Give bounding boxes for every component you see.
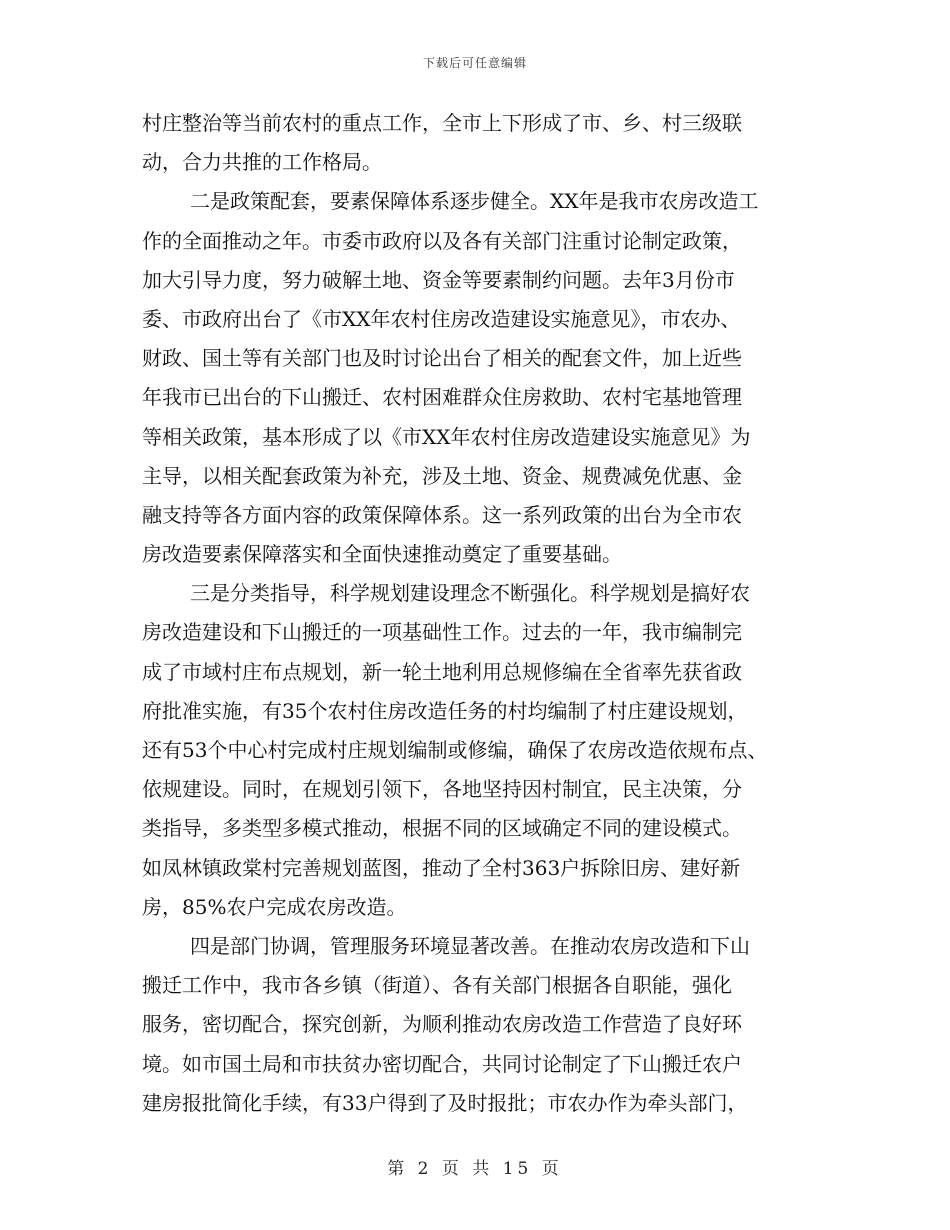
text-line: 如凤林镇政棠村完善规划蓝图，推动了全村363户拆除旧房、建好新 — [142, 855, 741, 880]
text-line: 主导，以相关配套政策为补充，涉及土地、资金、规费减免优惠、金 — [142, 463, 742, 488]
text-line: 房改造建设和下山搬迁的一项基础性工作。过去的一年，我市编制完 — [142, 620, 742, 645]
text-line: 搬迁工作中，我市各乡镇（街道）、各有关部门根据各自职能，强化 — [142, 973, 732, 998]
document-body — [142, 104, 810, 1123]
text-line: 建房报批简化手续，有33户得到了及时报批；市农办作为牵头部门， — [142, 1090, 748, 1115]
text-line: 类指导，多类型多模式推动，根据不同的区域确定不同的建设模式。 — [142, 816, 742, 841]
text-line: 服务，密切配合，探究创新，为顺利推动农房改造工作营造了良好环 — [142, 1012, 742, 1037]
text-line: 依规建设。同时，在规划引领下，各地坚持因村制宜，民主决策，分 — [142, 777, 742, 802]
paragraph-first-line: 四是部门协调，管理服务环境显著改善。在推动农房改造和下山 — [190, 933, 750, 958]
text-line: 境。如市国土局和市扶贫办密切配合，共同讨论制定了下山搬迁农户 — [142, 1051, 742, 1076]
page-number-footer: 第 2 页 共 15 页 — [387, 1159, 563, 1179]
text-line: 作的全面推动之年。市委市政府以及各有关部门注重讨论制定政策， — [142, 228, 742, 253]
text-line: 委、市政府出台了《市XX年农村住房改造建设实施意见》，市农办、 — [142, 306, 741, 331]
text-line: 年我市已出台的下山搬迁、农村困难群众住房救助、农村宅基地管理 — [142, 385, 742, 410]
text-line: 房改造要素保障落实和全面快速推动奠定了重要基础。 — [142, 542, 622, 567]
paragraph-first-line: 三是分类指导，科学规划建设理念不断强化。科学规划是搞好农 — [190, 581, 750, 606]
text-line: 府批准实施，有35个农村住房改造任务的村均编制了村庄建设规划， — [142, 698, 748, 723]
text-line: 成了市域村庄布点规划，新一轮土地利用总规修编在全省率先获省政 — [142, 659, 742, 684]
text-line: 村庄整治等当前农村的重点工作，全市上下形成了市、乡、村三级联 — [142, 111, 742, 135]
text-line: 加大引导力度，努力破解土地、资金等要素制约问题。去年3月份市 — [142, 267, 735, 292]
text-line: 房，85%农户完成农房改造。 — [142, 894, 407, 919]
text-line: 动，合力共推的工作格局。 — [142, 150, 382, 175]
header-note: 下载后可任意编辑 — [422, 56, 527, 70]
text-line: 还有53个中心村完成村庄规划编制或修编，确保了农房改造依规布点、 — [142, 738, 768, 762]
text-line: 等相关政策，基本形成了以《市XX年农村住房改造建设实施意见》为 — [142, 424, 751, 449]
text-line: 融支持等各方面内容的政策保障体系。这一系列政策的出台为全市农 — [142, 502, 742, 527]
paragraph-first-line: 二是政策配套，要素保障体系逐步健全。XX年是我市农房改造工 — [190, 189, 759, 214]
text-line: 财政、国土等有关部门也及时讨论出台了相关的配套文件，加上近些 — [142, 346, 742, 371]
